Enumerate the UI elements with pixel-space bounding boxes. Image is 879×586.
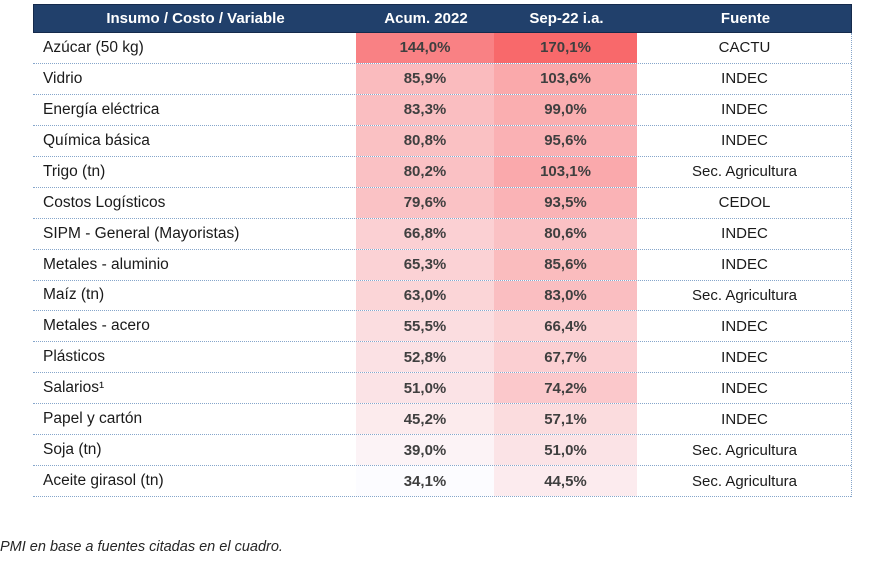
fuente-cell: INDEC bbox=[721, 225, 768, 243]
table-row bbox=[33, 95, 851, 126]
row-label-cell: Soja (tn) bbox=[43, 441, 102, 459]
sep-22-value-cell: 66,4% bbox=[494, 311, 637, 341]
table-row bbox=[33, 404, 851, 435]
row-label-cell: Papel y cartón bbox=[43, 410, 143, 428]
cost-inputs-table bbox=[33, 4, 852, 497]
fuente-cell: INDEC bbox=[721, 256, 768, 274]
table-row bbox=[33, 466, 851, 497]
header-sep-22-ia: Sep-22 i.a. bbox=[529, 10, 604, 27]
fuente-cell: Sec. Agricultura bbox=[691, 163, 798, 181]
acum-2022-value-cell: 65,3% bbox=[356, 250, 494, 280]
table-row bbox=[33, 342, 851, 373]
fuente-cell: INDEC bbox=[721, 70, 768, 88]
table-row bbox=[33, 188, 851, 219]
sep-22-value-cell: 44,5% bbox=[494, 466, 637, 496]
fuente-cell: Sec. Agricultura bbox=[691, 441, 798, 459]
fuente-cell: INDEC bbox=[721, 410, 768, 428]
sep-22-value-cell: 99,0% bbox=[494, 95, 637, 125]
row-label-cell: Aceite girasol (tn) bbox=[43, 472, 164, 490]
sep-22-value-cell: 85,6% bbox=[494, 250, 637, 280]
row-label-cell: Metales - aluminio bbox=[43, 255, 169, 273]
sep-22-value-cell: 74,2% bbox=[494, 373, 637, 403]
sep-22-value-cell: 67,7% bbox=[494, 342, 637, 372]
fuente-cell: CEDOL bbox=[718, 194, 771, 212]
sep-22-value-cell: 80,6% bbox=[494, 219, 637, 249]
acum-2022-value-cell: 55,5% bbox=[356, 311, 494, 341]
fuente-cell: INDEC bbox=[721, 317, 768, 335]
table-body bbox=[33, 33, 852, 497]
table-row bbox=[33, 64, 851, 95]
row-label-cell: Vidrio bbox=[43, 69, 83, 87]
row-label-cell: Energía eléctrica bbox=[43, 100, 160, 118]
sep-22-value-cell: 83,0% bbox=[494, 281, 637, 311]
acum-2022-value-cell: 63,0% bbox=[356, 281, 494, 311]
sep-22-value-cell: 103,6% bbox=[494, 64, 637, 94]
acum-2022-value-cell: 83,3% bbox=[356, 95, 494, 125]
table-header-row bbox=[33, 4, 852, 33]
acum-2022-value-cell: 144,0% bbox=[356, 33, 494, 63]
row-label-cell: Plásticos bbox=[43, 348, 106, 366]
sep-22-value-cell: 51,0% bbox=[494, 435, 637, 465]
row-label-cell: Salarios¹ bbox=[43, 379, 105, 397]
acum-2022-value-cell: 80,2% bbox=[356, 157, 494, 187]
acum-2022-value-cell: 79,6% bbox=[356, 188, 494, 218]
header-fuente: Fuente bbox=[720, 10, 771, 27]
fuente-cell: INDEC bbox=[721, 379, 768, 397]
row-label-cell: Química básica bbox=[43, 131, 150, 149]
sep-22-value-cell: 57,1% bbox=[494, 404, 637, 434]
fuente-cell: INDEC bbox=[721, 132, 768, 150]
sep-22-value-cell: 170,1% bbox=[494, 33, 637, 63]
row-label-cell: Azúcar (50 kg) bbox=[43, 38, 144, 56]
table-row bbox=[33, 373, 851, 404]
row-label-cell: Metales - acero bbox=[43, 317, 150, 335]
acum-2022-value-cell: 52,8% bbox=[356, 342, 494, 372]
header-insumo-costo-variable: Insumo / Costo / Variable bbox=[106, 10, 285, 27]
acum-2022-value-cell: 80,8% bbox=[356, 126, 494, 156]
acum-2022-value-cell: 34,1% bbox=[356, 466, 494, 496]
table-row bbox=[33, 311, 851, 342]
fuente-cell: Sec. Agricultura bbox=[691, 472, 798, 490]
row-label-cell: Maíz (tn) bbox=[43, 286, 105, 304]
acum-2022-value-cell: 66,8% bbox=[356, 219, 494, 249]
fuente-cell: INDEC bbox=[721, 348, 768, 366]
fuente-cell: CACTU bbox=[718, 39, 771, 57]
table-row bbox=[33, 281, 851, 312]
fuente-cell: Sec. Agricultura bbox=[691, 286, 798, 304]
acum-2022-value-cell: 85,9% bbox=[356, 64, 494, 94]
table-row bbox=[33, 33, 851, 64]
row-label-cell: SIPM - General (Mayoristas) bbox=[43, 224, 240, 242]
fuente-cell: INDEC bbox=[721, 101, 768, 119]
table-row bbox=[33, 250, 851, 281]
table-row bbox=[33, 219, 851, 250]
sep-22-value-cell: 93,5% bbox=[494, 188, 637, 218]
sep-22-value-cell: 95,6% bbox=[494, 126, 637, 156]
acum-2022-value-cell: 45,2% bbox=[356, 404, 494, 434]
header-acum-2022: Acum. 2022 bbox=[384, 10, 468, 27]
acum-2022-value-cell: 39,0% bbox=[356, 435, 494, 465]
row-label-cell: Costos Logísticos bbox=[43, 193, 166, 211]
acum-2022-value-cell: 51,0% bbox=[356, 373, 494, 403]
table-row bbox=[33, 157, 851, 188]
sep-22-value-cell: 103,1% bbox=[494, 157, 637, 187]
table-row bbox=[33, 126, 851, 157]
source-footnote: PMI en base a fuentes citadas en el cuadro. bbox=[0, 539, 283, 555]
table-row bbox=[33, 435, 851, 466]
row-label-cell: Trigo (tn) bbox=[43, 162, 106, 180]
